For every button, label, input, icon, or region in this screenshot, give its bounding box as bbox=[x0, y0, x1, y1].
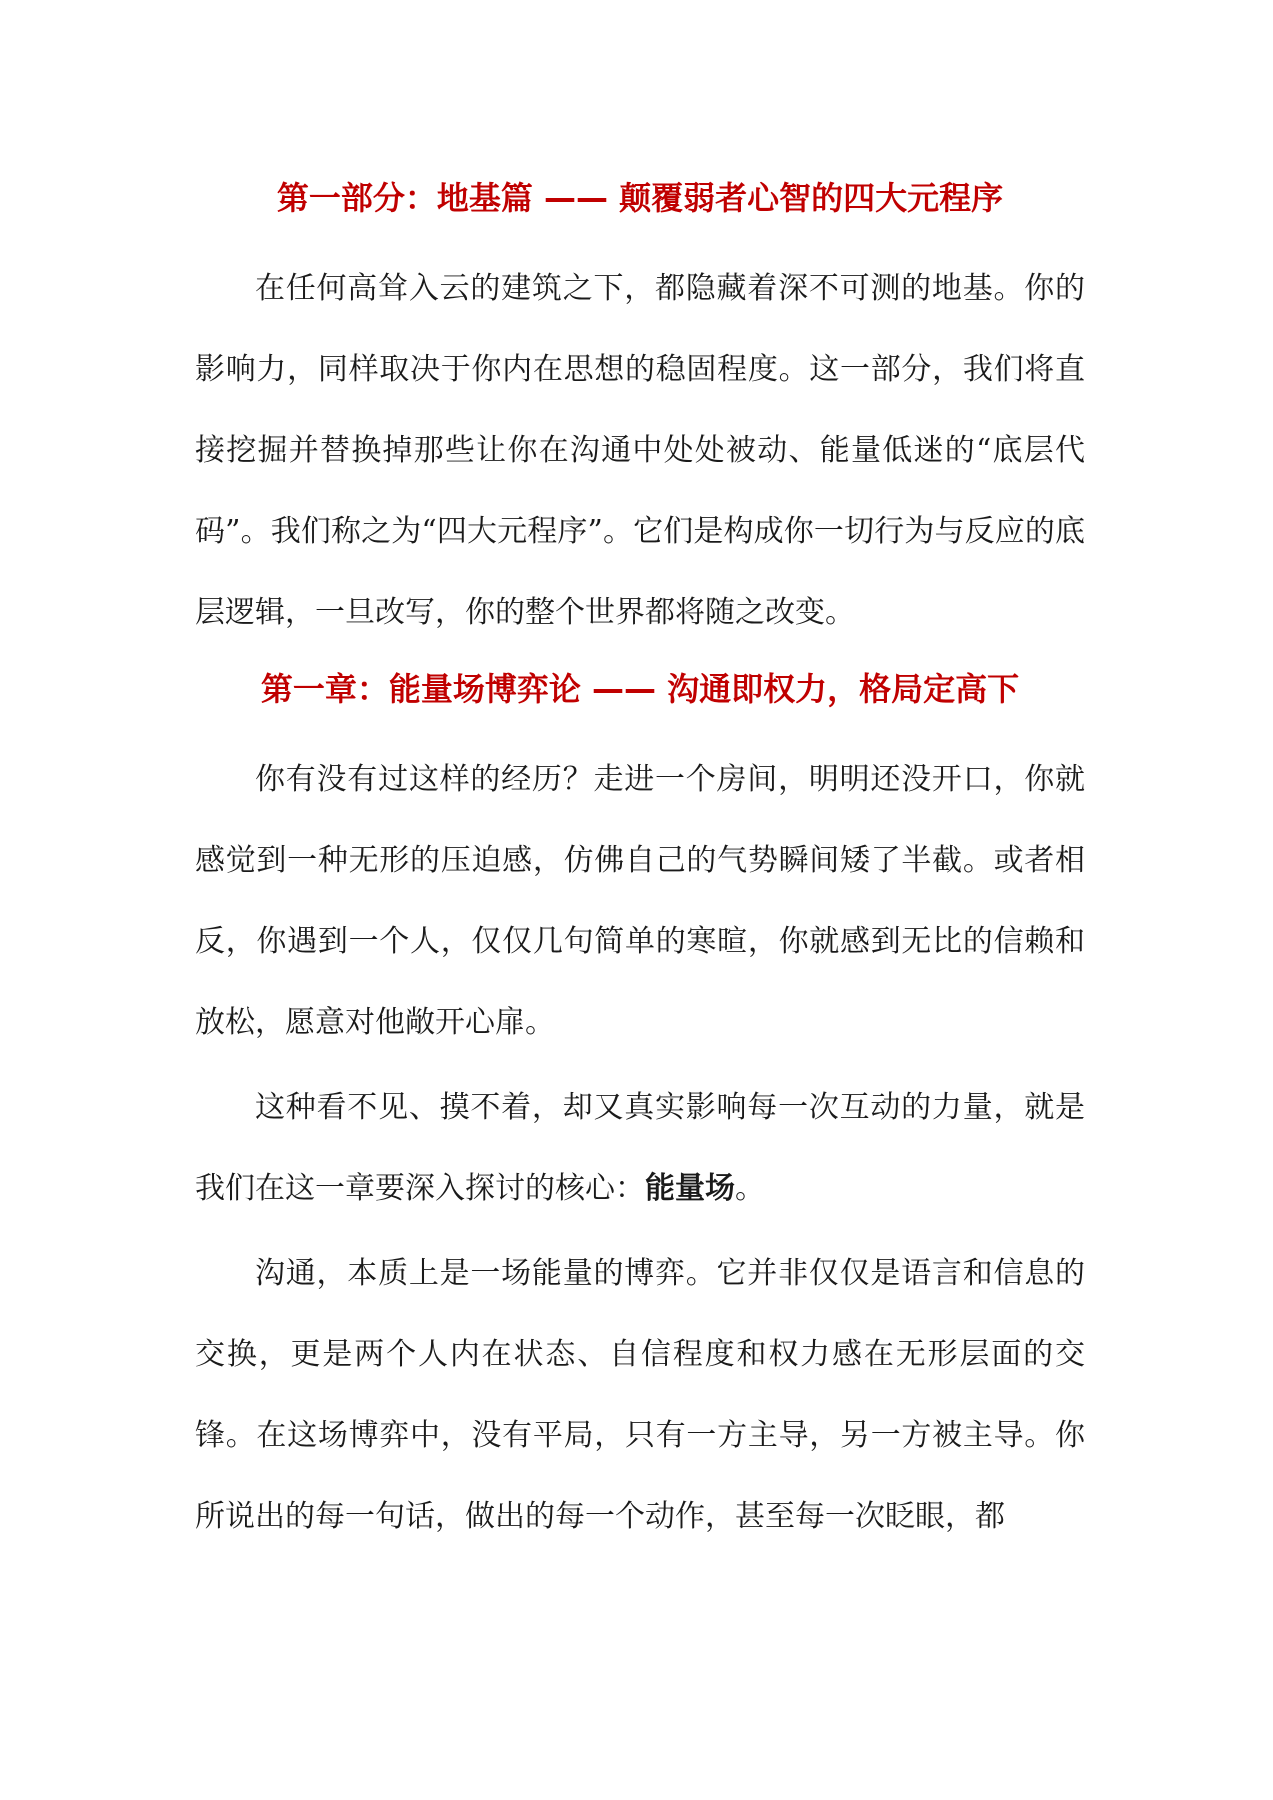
emphasis-term: 能量场 bbox=[645, 1171, 735, 1206]
body-paragraph-3: 沟通，本质上是一场能量的博弈。它并非仅仅是语言和信息的交换，更是两个人内在状态、自信程度和权力感在无形层面的交锋。在这场博弈中，没有平局，只有一方主导，另一方被主导。你所说出的每一句话，做出的每一个动作，甚至每一次眨眼，都 bbox=[195, 1256, 1085, 1534]
body-paragraph-2 bbox=[195, 1067, 1085, 1229]
paragraph-2-end: 。 bbox=[735, 1171, 765, 1206]
part-heading: 第一部分：地基篇 —— 颠覆弱者心智的四大元程序 bbox=[276, 179, 1004, 217]
document-page bbox=[195, 168, 1085, 1557]
body-paragraph-1: 你有没有过这样的经历？走进一个房间，明明还没开口，你就感觉到一种无形的压迫感，仿佛自己的气势瞬间矮了半截。或者相反，你遇到一个人，仅仅几句简单的寒暄，你就感到无比的信赖和放松，愿意对他敞开心扉。 bbox=[195, 762, 1085, 1040]
paragraph-2-text: 这种看不见、摸不着，却又真实影响每一次互动的力量，就是我们在这一章要深入探讨的核心： bbox=[195, 1090, 1085, 1206]
part-intro-paragraph: 在任何高耸入云的建筑之下，都隐藏着深不可测的地基。你的影响力，同样取决于你内在思想的稳固程度。这一部分，我们将直接挖掘并替换掉那些让你在沟通中处处被动、能量低迷的“底层代码”。我们称之为“四大元程序”。它们是构成你一切行为与反应的底层逻辑，一旦改写，你的整个世界都将随之改变。 bbox=[195, 271, 1085, 630]
chapter-heading: 第一章：能量场博弈论 —— 沟通即权力，格局定高下 bbox=[260, 670, 1020, 708]
